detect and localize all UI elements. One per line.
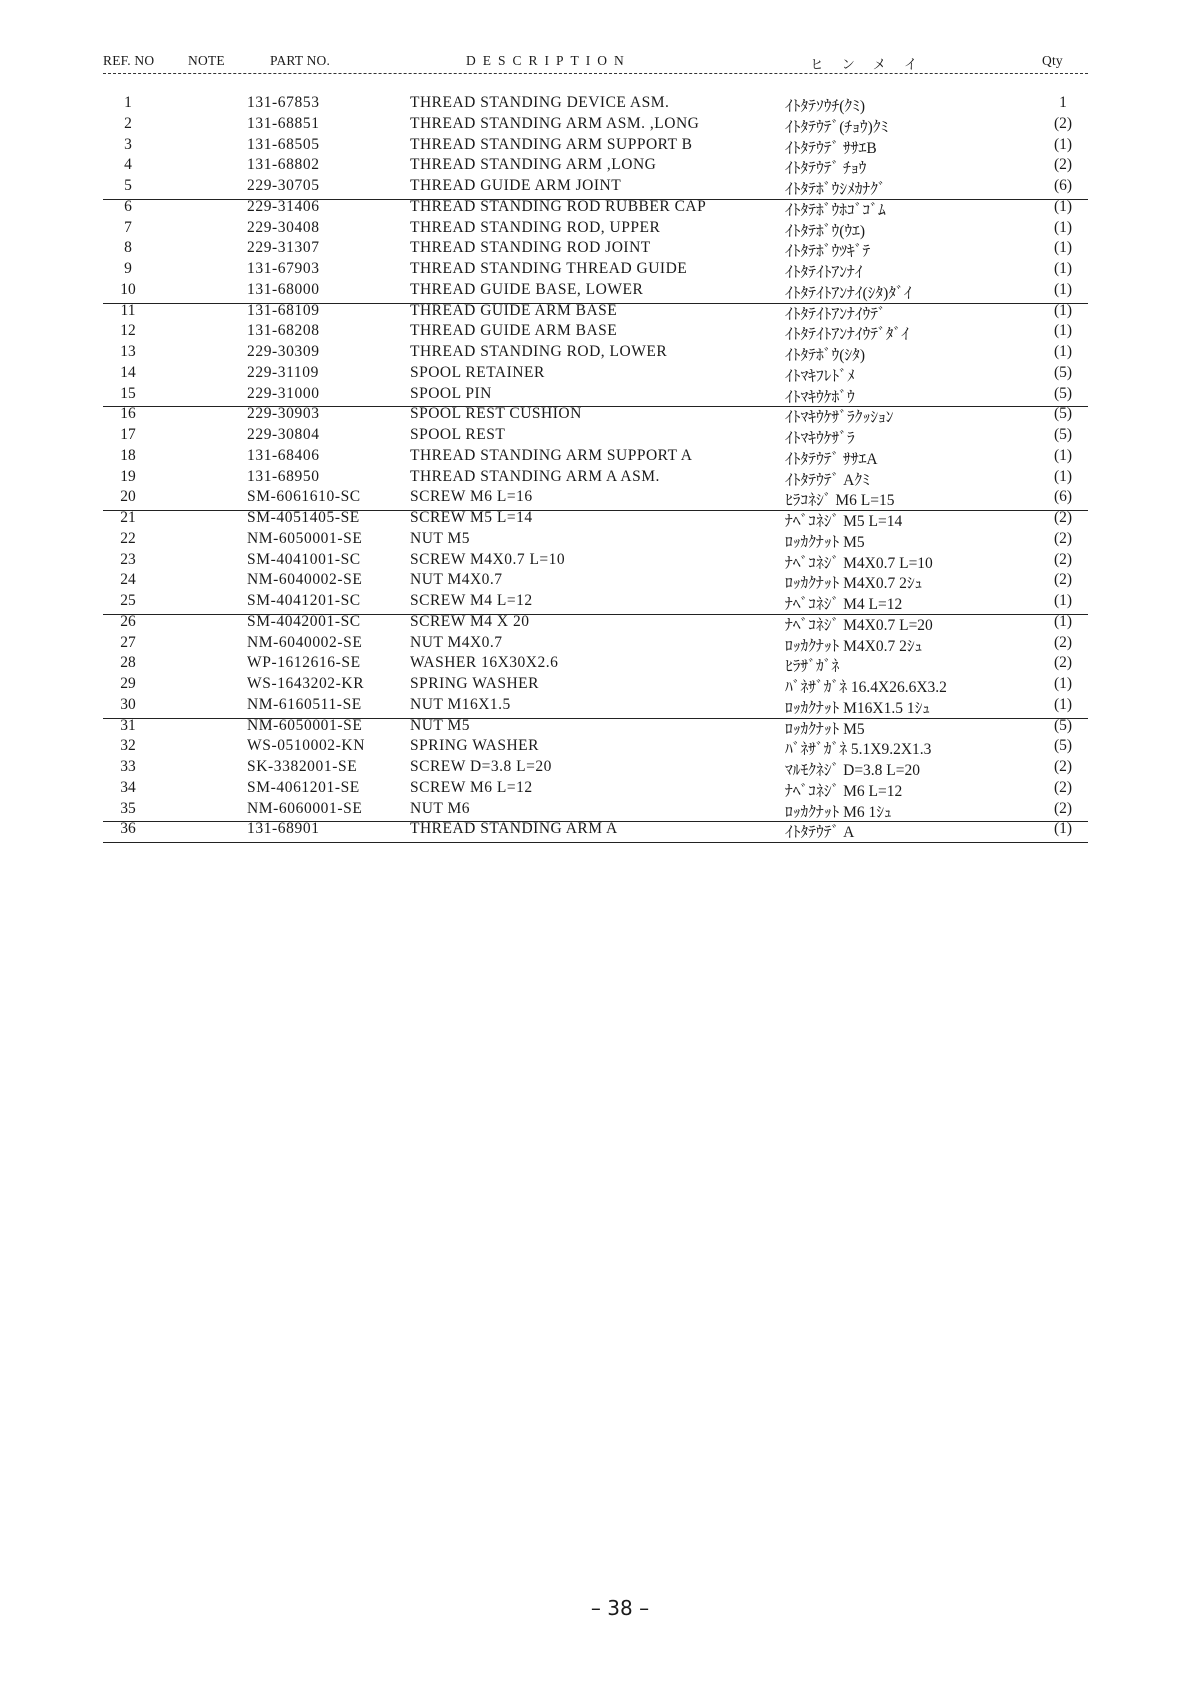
part-no-cell: NM-6040002-SE bbox=[247, 571, 363, 589]
qty-cell: (2) bbox=[1053, 758, 1073, 775]
table-row bbox=[103, 302, 1088, 324]
description-cell: THREAD GUIDE BASE, LOWER bbox=[410, 280, 644, 298]
description-cell: NUT M4X0.7 bbox=[410, 571, 503, 589]
table-row bbox=[103, 177, 1088, 199]
ref-cell: 34 bbox=[120, 778, 136, 796]
qty-cell: (2) bbox=[1053, 799, 1073, 817]
table-row bbox=[103, 156, 1088, 178]
part-no-cell: 229-31109 bbox=[247, 363, 319, 381]
name-jp-cell: ｲﾄﾀﾃｲﾄｱﾝﾅｲｳﾃﾞ bbox=[785, 305, 886, 323]
qty-cell: (2) bbox=[1053, 529, 1073, 547]
table-row bbox=[103, 405, 1088, 427]
description-cell: NUT M6 bbox=[410, 799, 470, 817]
part-no-cell: NM-6050001-SE bbox=[247, 716, 363, 734]
part-no-cell: 131-68208 bbox=[247, 322, 320, 340]
table-row bbox=[103, 571, 1088, 593]
qty-cell: (1) bbox=[1053, 695, 1073, 713]
ref-cell: 19 bbox=[120, 467, 136, 485]
name-jp-cell: ｲﾄﾀﾃｲﾄｱﾝﾅｲ(ｼﾀ)ﾀﾞｲ bbox=[785, 284, 912, 302]
name-jp-cell: ｲﾄﾏｷｳｹﾎﾞｳ bbox=[785, 388, 855, 406]
ref-cell: 30 bbox=[120, 695, 136, 713]
ref-cell: 36 bbox=[120, 820, 136, 838]
page-number: – 38 – bbox=[590, 1596, 650, 1620]
name-jp-cell: ｲﾄﾀﾃﾎﾞｳ(ｳｴ) bbox=[785, 222, 866, 240]
description-cell: SCREW M4X0.7 L=10 bbox=[410, 550, 566, 568]
header-dashed-rule bbox=[103, 73, 1088, 74]
name-jp-cell: ｲﾄﾀﾃｳﾃﾞ A bbox=[785, 824, 855, 842]
name-jp-cell: ｲﾄﾏｷﾌﾚﾄﾞﾒ bbox=[785, 367, 855, 385]
description-cell: THREAD STANDING ARM SUPPORT B bbox=[410, 135, 693, 153]
description-cell: SCREW M6 L=16 bbox=[410, 488, 533, 506]
part-no-cell: 229-31000 bbox=[247, 384, 320, 402]
ref-cell: 11 bbox=[120, 301, 136, 319]
group-separator bbox=[103, 510, 1088, 511]
table-row bbox=[103, 239, 1088, 261]
ref-cell: 10 bbox=[120, 280, 136, 298]
table-row bbox=[103, 634, 1088, 656]
header-note: NOTE bbox=[188, 53, 225, 68]
table-row bbox=[103, 260, 1088, 282]
table-row bbox=[103, 696, 1088, 718]
qty-cell: (6) bbox=[1053, 488, 1073, 506]
description-cell: SPRING WASHER bbox=[410, 737, 539, 755]
table-row bbox=[103, 468, 1088, 490]
table-row bbox=[103, 94, 1088, 116]
qty-cell: (1) bbox=[1053, 592, 1073, 609]
ref-cell: 12 bbox=[120, 322, 136, 340]
part-no-cell: 131-67853 bbox=[247, 94, 320, 111]
part-no-cell: 131-68950 bbox=[247, 467, 320, 485]
table-bottom-rule bbox=[103, 842, 1088, 843]
qty-cell: (5) bbox=[1053, 363, 1073, 381]
description-cell: NUT M4X0.7 bbox=[410, 633, 503, 651]
description-cell: SCREW M5 L=14 bbox=[410, 509, 533, 526]
header-qty: Qty bbox=[1042, 53, 1063, 68]
qty-cell: (2) bbox=[1053, 550, 1073, 568]
description-cell: THREAD STANDING ARM ASM. ,LONG bbox=[410, 114, 700, 132]
qty-cell: (1) bbox=[1053, 446, 1073, 464]
ref-cell: 24 bbox=[120, 571, 136, 589]
qty-cell: (1) bbox=[1053, 280, 1073, 298]
name-jp-cell: ｲﾄﾏｷｳｹｻﾞﾗ bbox=[785, 430, 855, 447]
part-no-cell: 131-68802 bbox=[247, 156, 320, 174]
name-jp-cell: ﾅﾍﾞｺﾈｼﾞ M6 L=12 bbox=[785, 782, 903, 800]
part-no-cell: NM-6040002-SE bbox=[247, 633, 363, 651]
description-cell: THREAD STANDING ARM A ASM. bbox=[410, 467, 660, 485]
ref-cell: 7 bbox=[124, 218, 132, 236]
group-separator bbox=[103, 821, 1088, 822]
table-row bbox=[103, 385, 1088, 407]
description-cell: SCREW M4 X 20 bbox=[410, 612, 530, 630]
qty-cell: (5) bbox=[1053, 716, 1073, 734]
name-jp-cell: ﾛｯｶｸﾅｯﾄ M4X0.7 2ｼｭ bbox=[785, 575, 923, 593]
part-no-cell: 131-68505 bbox=[247, 135, 320, 153]
name-jp-cell: ｲﾄﾀﾃｳﾃﾞ ｻｻｴA bbox=[785, 450, 878, 468]
ref-cell: 1 bbox=[124, 94, 132, 111]
name-jp-cell: ｲﾄﾏｷｳｹｻﾞﾗｸｯｼｮﾝ bbox=[785, 409, 894, 427]
part-no-cell: 229-30408 bbox=[247, 218, 320, 236]
qty-cell: (2) bbox=[1053, 156, 1073, 174]
ref-cell: 5 bbox=[124, 177, 132, 194]
part-no-cell: SM-4061201-SE bbox=[247, 778, 360, 796]
ref-cell: 32 bbox=[120, 737, 136, 755]
name-jp-cell: ﾅﾍﾞｺﾈｼﾞ M5 L=14 bbox=[785, 513, 903, 530]
ref-cell: 9 bbox=[124, 260, 132, 277]
ref-cell: 18 bbox=[120, 446, 136, 464]
ref-cell: 26 bbox=[120, 612, 136, 630]
part-no-cell: NM-6060001-SE bbox=[247, 799, 363, 817]
part-no-cell: WP-1612616-SE bbox=[247, 654, 361, 672]
name-jp-cell: ｲﾄﾀﾃﾎﾞｳﾂｷﾞﾃ bbox=[785, 243, 871, 261]
part-no-cell: SM-4041201-SC bbox=[247, 592, 361, 609]
name-jp-cell: ﾛｯｶｸﾅｯﾄ M4X0.7 2ｼｭ bbox=[785, 637, 923, 655]
ref-cell: 8 bbox=[124, 239, 132, 257]
name-jp-cell: ｲﾄﾀﾃﾎﾞｳｼﾒｶﾅｸﾞ bbox=[785, 181, 886, 198]
qty-cell: (2) bbox=[1053, 633, 1073, 651]
name-jp-cell: ｲﾄﾀﾃｿｳﾁ(ｸﾐ) bbox=[785, 98, 866, 115]
table-row bbox=[103, 219, 1088, 241]
ref-cell: 31 bbox=[120, 716, 136, 734]
ref-cell: 29 bbox=[120, 675, 136, 692]
table-row bbox=[103, 551, 1088, 573]
ref-cell: 17 bbox=[120, 426, 136, 443]
description-cell: THREAD STANDING DEVICE ASM. bbox=[410, 94, 670, 111]
name-jp-cell: ﾛｯｶｸﾅｯﾄ M6 1ｼｭ bbox=[785, 803, 892, 821]
table-row bbox=[103, 530, 1088, 552]
name-jp-cell: ﾏﾙﾓｸﾈｼﾞ D=3.8 L=20 bbox=[785, 762, 921, 779]
ref-cell: 27 bbox=[120, 633, 136, 651]
name-jp-cell: ｲﾄﾀﾃｳﾃﾞ ﾁｮｳ bbox=[785, 160, 867, 178]
qty-cell: (5) bbox=[1053, 384, 1073, 402]
ref-cell: 22 bbox=[120, 529, 136, 547]
part-no-cell: 131-68109 bbox=[247, 301, 320, 319]
ref-cell: 4 bbox=[124, 156, 132, 174]
part-no-cell: SM-4051405-SE bbox=[247, 509, 360, 526]
header-name-jp: ヒンメイ bbox=[810, 57, 936, 72]
ref-cell: 33 bbox=[120, 758, 136, 775]
description-cell: THREAD STANDING ROD JOINT bbox=[410, 239, 651, 257]
part-no-cell: NM-6160511-SE bbox=[247, 695, 362, 713]
name-jp-cell: ｲﾄﾀﾃｲﾄｱﾝﾅｲ bbox=[785, 264, 863, 281]
part-no-cell: SK-3382001-SE bbox=[247, 758, 358, 775]
description-cell: THREAD GUIDE ARM BASE bbox=[410, 322, 618, 340]
ref-cell: 3 bbox=[124, 135, 132, 153]
part-no-cell: WS-0510002-KN bbox=[247, 737, 366, 755]
qty-cell: (1) bbox=[1053, 322, 1073, 340]
description-cell: THREAD STANDING ROD, UPPER bbox=[410, 218, 661, 236]
name-jp-cell: ﾊﾞﾈｻﾞｶﾞﾈ 5.1X9.2X1.3 bbox=[785, 741, 932, 759]
description-cell: THREAD STANDING ARM SUPPORT A bbox=[410, 446, 693, 464]
name-jp-cell: ﾅﾍﾞｺﾈｼﾞ M4X0.7 L=20 bbox=[785, 616, 933, 634]
ref-cell: 21 bbox=[120, 509, 136, 526]
group-separator bbox=[103, 303, 1088, 304]
name-jp-cell: ｲﾄﾀﾃﾎﾞｳﾎｺﾞｺﾞﾑ bbox=[785, 201, 886, 219]
description-cell: THREAD GUIDE ARM BASE bbox=[410, 301, 618, 319]
part-no-cell: 229-31406 bbox=[247, 197, 320, 215]
table-row bbox=[103, 779, 1088, 801]
description-cell: SPOOL REST bbox=[410, 426, 506, 443]
part-no-cell: 131-67903 bbox=[247, 260, 320, 277]
table-row bbox=[103, 592, 1088, 614]
name-jp-cell: ｲﾄﾀﾃｳﾃﾞ Aｸﾐ bbox=[785, 471, 870, 489]
header-ref-no: REF. NO bbox=[103, 53, 155, 68]
table-row bbox=[103, 426, 1088, 448]
description-cell: SCREW M4 L=12 bbox=[410, 592, 533, 609]
description-cell: THREAD STANDING ARM ,LONG bbox=[410, 156, 657, 174]
description-cell: NUT M5 bbox=[410, 529, 470, 547]
table-row bbox=[103, 820, 1088, 842]
part-no-cell: WS-1643202-KR bbox=[247, 675, 365, 692]
qty-cell: (1) bbox=[1053, 675, 1073, 692]
qty-cell: (5) bbox=[1053, 737, 1073, 755]
name-jp-cell: ﾛｯｶｸﾅｯﾄ M5 bbox=[785, 720, 865, 738]
part-no-cell: SM-4041001-SC bbox=[247, 550, 361, 568]
name-jp-cell: ﾅﾍﾞｺﾈｼﾞ M4 L=12 bbox=[785, 596, 903, 613]
table-row bbox=[103, 737, 1088, 759]
qty-cell: (2) bbox=[1053, 654, 1073, 672]
group-separator bbox=[103, 718, 1088, 719]
description-cell: SPOOL RETAINER bbox=[410, 363, 545, 381]
ref-cell: 14 bbox=[120, 363, 136, 381]
table-row bbox=[103, 281, 1088, 303]
part-no-cell: 131-68406 bbox=[247, 446, 320, 464]
qty-cell: (1) bbox=[1053, 135, 1073, 153]
description-cell: THREAD STANDING ARM A bbox=[410, 820, 618, 838]
group-separator bbox=[103, 614, 1088, 615]
qty-cell: (6) bbox=[1053, 177, 1073, 194]
qty-cell: (1) bbox=[1053, 820, 1073, 838]
table-row bbox=[103, 198, 1088, 220]
table-row bbox=[103, 364, 1088, 386]
table-row bbox=[103, 675, 1088, 697]
ref-cell: 23 bbox=[120, 550, 136, 568]
ref-cell: 2 bbox=[124, 114, 132, 132]
description-cell: SCREW M6 L=12 bbox=[410, 778, 533, 796]
description-cell: NUT M16X1.5 bbox=[410, 695, 511, 713]
ref-cell: 25 bbox=[120, 592, 136, 609]
description-cell: THREAD STANDING ROD, LOWER bbox=[410, 343, 668, 360]
group-separator bbox=[103, 406, 1088, 407]
name-jp-cell: ｲﾄﾀﾃﾎﾞｳ(ｼﾀ) bbox=[785, 347, 866, 364]
qty-cell: (5) bbox=[1053, 426, 1073, 443]
table-row bbox=[103, 115, 1088, 137]
table-row bbox=[103, 136, 1088, 158]
table-row bbox=[103, 488, 1088, 510]
ref-cell: 20 bbox=[120, 488, 136, 506]
table-row bbox=[103, 800, 1088, 822]
qty-cell: (1) bbox=[1053, 260, 1073, 277]
header-description: DESCRIPTION bbox=[466, 53, 631, 68]
table-row bbox=[103, 613, 1088, 635]
part-no-cell: 229-30309 bbox=[247, 343, 320, 360]
part-no-cell: 131-68901 bbox=[247, 820, 320, 838]
qty-cell: (1) bbox=[1053, 467, 1073, 485]
name-jp-cell: ﾊﾞﾈｻﾞｶﾞﾈ 16.4X26.6X3.2 bbox=[785, 679, 947, 696]
description-cell: THREAD GUIDE ARM JOINT bbox=[410, 177, 622, 194]
ref-cell: 6 bbox=[124, 197, 132, 215]
table-row bbox=[103, 322, 1088, 344]
part-no-cell: SM-4042001-SC bbox=[247, 612, 361, 630]
description-cell: THREAD STANDING THREAD GUIDE bbox=[410, 260, 688, 277]
name-jp-cell: ｲﾄﾀﾃｲﾄｱﾝﾅｲｳﾃﾞﾀﾞｲ bbox=[785, 326, 910, 344]
ref-cell: 13 bbox=[120, 343, 136, 360]
table-row bbox=[103, 509, 1088, 531]
table-row bbox=[103, 758, 1088, 780]
description-cell: NUT M5 bbox=[410, 716, 470, 734]
qty-cell: 1 bbox=[1059, 94, 1067, 111]
description-cell: SPOOL PIN bbox=[410, 384, 492, 402]
name-jp-cell: ﾅﾍﾞｺﾈｼﾞ M4X0.7 L=10 bbox=[785, 554, 933, 572]
part-no-cell: 229-30705 bbox=[247, 177, 320, 194]
ref-cell: 15 bbox=[120, 384, 136, 402]
table-row bbox=[103, 717, 1088, 739]
header-part-no: PART NO. bbox=[270, 53, 331, 68]
group-separator bbox=[103, 199, 1088, 200]
qty-cell: (2) bbox=[1053, 509, 1073, 526]
table-row bbox=[103, 447, 1088, 469]
qty-cell: (1) bbox=[1053, 218, 1073, 236]
table-row bbox=[103, 654, 1088, 676]
part-no-cell: 229-30903 bbox=[247, 405, 320, 423]
description-cell: SPOOL REST CUSHION bbox=[410, 405, 582, 423]
qty-cell: (5) bbox=[1053, 405, 1073, 423]
part-no-cell: 229-31307 bbox=[247, 239, 320, 257]
table-row bbox=[103, 343, 1088, 365]
name-jp-cell: ﾛｯｶｸﾅｯﾄ M5 bbox=[785, 533, 865, 551]
name-jp-cell: ｲﾄﾀﾃｳﾃﾞ ｻｻｴB bbox=[785, 139, 877, 157]
part-no-cell: 131-68000 bbox=[247, 280, 320, 298]
qty-cell: (2) bbox=[1053, 114, 1073, 132]
ref-cell: 28 bbox=[120, 654, 136, 672]
description-cell: THREAD STANDING ROD RUBBER CAP bbox=[410, 197, 707, 215]
qty-cell: (1) bbox=[1053, 343, 1073, 360]
qty-cell: (2) bbox=[1053, 778, 1073, 796]
name-jp-cell: ﾋﾗｻﾞｶﾞﾈ bbox=[785, 658, 840, 676]
description-cell: SPRING WASHER bbox=[410, 675, 539, 692]
qty-cell: (1) bbox=[1053, 301, 1073, 319]
part-no-cell: NM-6050001-SE bbox=[247, 529, 363, 547]
ref-cell: 35 bbox=[120, 799, 136, 817]
description-cell: SCREW D=3.8 L=20 bbox=[410, 758, 552, 775]
qty-cell: (1) bbox=[1053, 612, 1073, 630]
description-cell: WASHER 16X30X2.6 bbox=[410, 654, 559, 672]
part-no-cell: 229-30804 bbox=[247, 426, 320, 443]
name-jp-cell: ﾋﾗｺﾈｼﾞ M6 L=15 bbox=[785, 492, 895, 510]
part-no-cell: 131-68851 bbox=[247, 114, 320, 132]
qty-cell: (1) bbox=[1053, 197, 1073, 215]
name-jp-cell: ｲﾄﾀﾃｳﾃﾞ(ﾁｮｳ)ｸﾐ bbox=[785, 118, 889, 136]
qty-cell: (2) bbox=[1053, 571, 1073, 589]
part-no-cell: SM-6061610-SC bbox=[247, 488, 361, 506]
qty-cell: (1) bbox=[1053, 239, 1073, 257]
ref-cell: 16 bbox=[120, 405, 136, 423]
name-jp-cell: ﾛｯｶｸﾅｯﾄ M16X1.5 1ｼｭ bbox=[785, 699, 931, 717]
